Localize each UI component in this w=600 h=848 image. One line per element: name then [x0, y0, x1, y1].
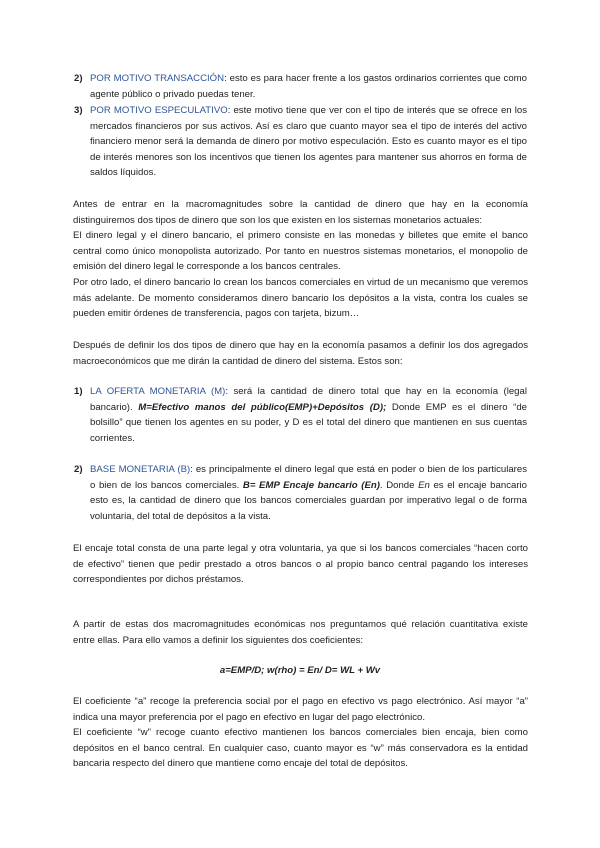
list-text: . Donde — [379, 479, 419, 491]
coefficients-paragraph — [73, 694, 528, 772]
list-text: es el encaje bancario esto es, la cantidad de dinero que los bancos comerciales guardan por imperativo legal o de forma voluntaria, del total de depósitos a la vista. — [90, 479, 527, 522]
intro-line: Antes de entrar en la macromagnitudes sobre la cantidad de dinero que hay en la economía distinguiremos dos tipos de dinero que son los que existen en los sistemas monetarios actuales: — [73, 199, 528, 226]
intro-line: Por otro lado, el dinero bancario lo crean los bancos comerciales en virtud de un mecanismo que veremos más adelante. De momento consideramos dinero bancario los depósitos a la vista, contra los cuales se pueden emitir órdenes de transferencia, pagos con tarjeta, bizum… — [73, 276, 528, 320]
list-text: : será la cantidad de dinero total que hay en la economía (legal bancario). — [90, 386, 527, 413]
variable-text: En — [418, 479, 430, 491]
list-item-base-monetaria — [74, 462, 527, 524]
list-text: : este motivo tiene que ver con el tipo de interés que se ofrece en los mercados financieros por sus activos. Así es claro que cuanto mayor sea el tipo de interés del activo financiero menor será la demanda de dinero por motivo especulación. Esto es cuanto mayor es el tipo de interés menores son los incentivos que tienen los agentes para mantener sus ahorros en forma de saldos líquidos. — [90, 105, 527, 179]
list-number: 3) — [74, 105, 83, 116]
formula-text: M=Efectivo manos del público(EMP)+Depósitos (D); — [138, 401, 387, 413]
coefficients-formula: a=EMP/D; w(rho) = En/ D= WL + Wv — [219, 665, 381, 676]
aggregates-paragraph: Después de definir los dos tipos de dinero que hay en la economía pasamos a definir los dos agregados macroeconómicos que me dirán la cantidad de dinero del sistema. Estos son: — [73, 340, 528, 367]
list-item-motivo-especulativo — [74, 103, 527, 181]
coefficient-w-text: El coeficiente “w” recoge cuanto efectivo mantienen los bancos comerciales bien encaja, bien como depósitos en el banco central. En cualquier caso, cuanto mayor es “w” más conservadora es la entidad bancaria respecto del dinero que mantiene como encaje del total de depósitos. — [73, 727, 528, 770]
list-heading: POR MOTIVO ESPECULATIVO — [90, 105, 228, 116]
formula-text: B= EMP Encaje bancario (En) — [242, 479, 380, 491]
list-heading: BASE MONETARIA (B) — [90, 464, 191, 475]
list-number: 1) — [74, 386, 83, 397]
intro-paragraph — [73, 197, 528, 322]
list-number: 2) — [74, 464, 83, 475]
list-heading: LA OFERTA MONETARIA (M) — [90, 386, 226, 397]
intro-line: El dinero legal y el dinero bancario, el primero consiste en las monedas y billetes que emite el banco central como único monopolista autorizado. Por tanto en nuestros sistemas monetarios, el monopolio de emisión del dinero legal le corresponde a los bancos centrales. — [73, 230, 528, 273]
coefficient-a-text: El coeficiente “a” recoge la preferencia social por el pago en efectivo vs pago electrónico. Así mayor “a” indica una mayor preferencia por el pago en efectivo en lugar del pago electrónico. — [73, 696, 528, 723]
list-heading: POR MOTIVO TRANSACCIÓN — [90, 73, 225, 84]
relation-paragraph: A partir de estas dos macromagnitudes económicas nos preguntamos qué relación cuantitativa existe entre ellas. Para ello vamos a definir los siguientes dos coeficientes: — [73, 619, 528, 646]
list-item-motivo-transaccion — [74, 71, 528, 102]
list-item-oferta-monetaria — [74, 384, 528, 446]
encaje-paragraph: El encaje total consta de una parte legal y otra voluntaria, ya que si los bancos comerciales “hacen corto de efectivo” tienen que pedir prestado a otros bancos o al propio banco central pagando los intereses correspondientes por dichos préstamos. — [73, 543, 528, 586]
list-number: 2) — [74, 73, 83, 84]
list-text: : esto es para hacer frente a los gastos ordinarios corrientes que como agente público o privado puedas tener. — [90, 73, 528, 100]
list-text: : es principalmente el dinero legal que está en poder o bien de los particulares o bien de los bancos comerciales. — [90, 464, 527, 491]
list-text: Donde EMP es el dinero “de bolsillo” que tienen los agentes en su poder, y D es el total del dinero que mantienen en sus cuentas corrientes. — [90, 401, 528, 444]
